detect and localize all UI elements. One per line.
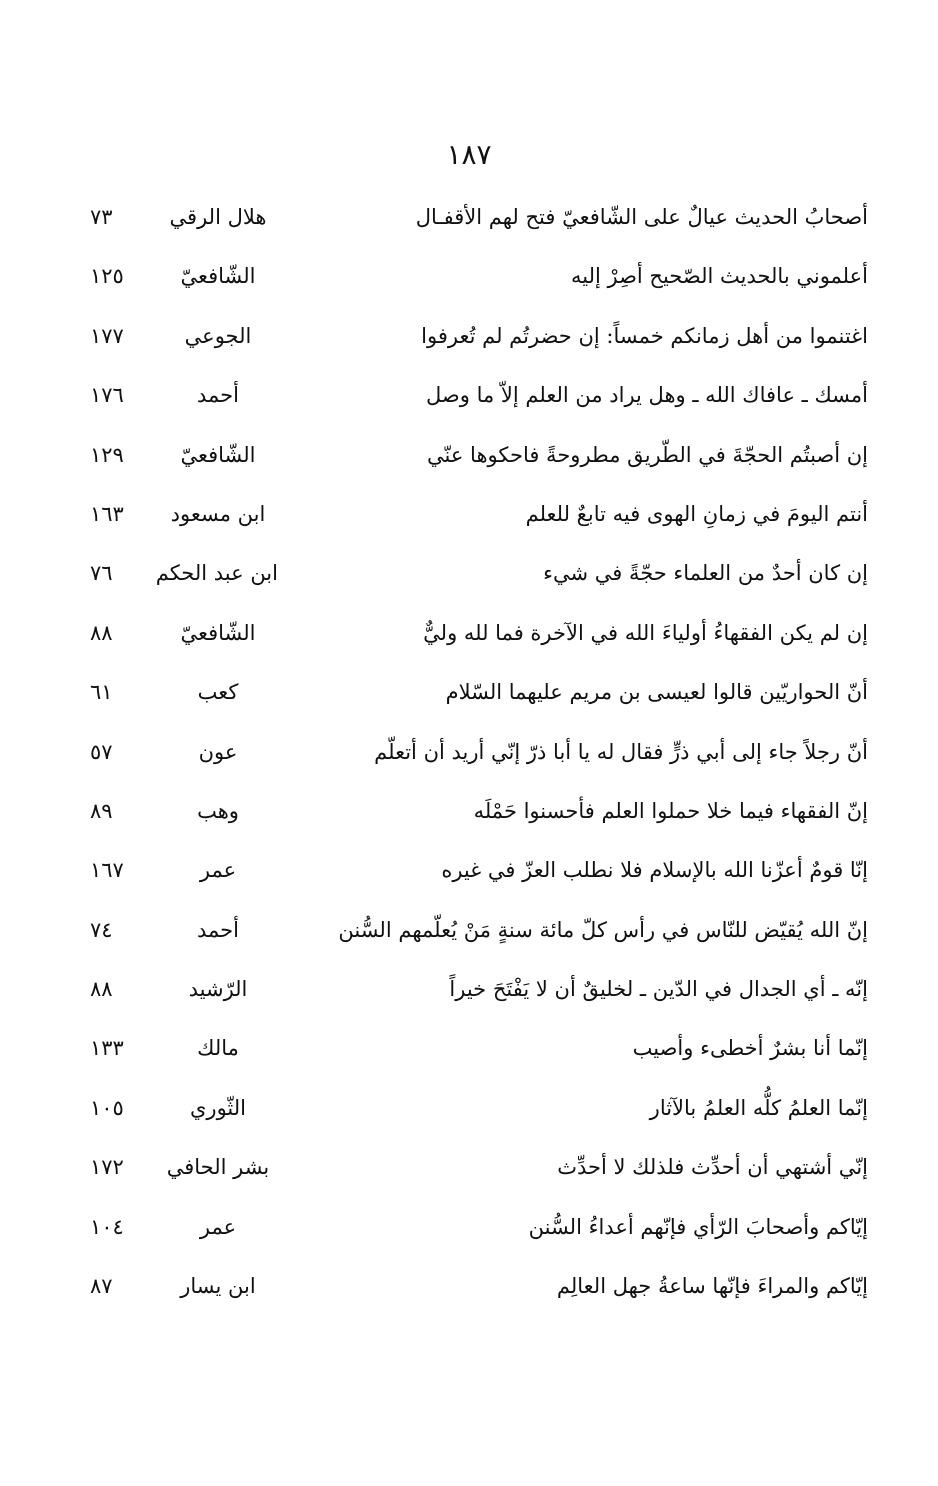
quote-text: أنّ رجلاً جاء إلى أبي ذرٍّ فقال له يا أبا ذرّ إنّي أريد أن أتعلّم [374,739,868,764]
list-item [90,784,868,843]
quote-text: إنّما العلمُ كلُّه العلمُ بالآثار [649,1095,868,1120]
narrator-name: الثّوري [190,1095,246,1120]
quote-text: إيّاكم وأصحابَ الرّأي فإنّهم أعداءُ السُّنن [528,1214,868,1239]
narrator-name: بشر الحافي [166,1155,270,1180]
page-reference: ٦١ [90,680,113,705]
list-item [90,962,868,1021]
page-reference: ١٧٢ [90,1155,124,1180]
list-item [90,1081,868,1140]
narrator-name: ابن عبد الحكم [155,561,278,586]
narrator-name: الشّافعيّ [180,620,256,645]
list-item [90,428,868,487]
narrator-name: عون [198,739,238,764]
quote-text: أمسك ـ عافاك الله ـ وهل يراد من العلم إلاّ ما وصل [426,383,868,408]
page-reference: ٧٦ [90,561,113,586]
quote-text: أنتم اليومَ في زمانِ الهوى فيه تابعٌ للعلم [525,501,868,526]
narrator-name: الشّافعيّ [180,442,256,467]
quotation-index-list [90,190,868,1318]
list-item [90,249,868,308]
quote-text: إيّاكم والمراءَ فإنّها ساعةُ جهل العالِم [556,1274,868,1299]
list-item [90,309,868,368]
list-item [90,1259,868,1318]
page-reference: ١٧٦ [90,383,124,408]
list-item [90,190,868,249]
quote-text: إنّا قومٌ أعزّنا الله بالإسلام فلا نطلب العزّ في غيره [441,858,868,883]
page-reference: ٨٩ [90,798,113,823]
narrator-name: مالك [197,1036,239,1061]
quote-text: إنّ الفقهاء فيما خلا حملوا العلم فأحسنوا حَمْلَه [473,798,868,823]
page-reference: ١٧٧ [90,323,124,348]
list-item [90,546,868,605]
page-reference: ٧٤ [90,917,113,942]
narrator-name: وهب [197,798,239,823]
page-number: ١٨٧ [446,138,492,171]
list-item [90,368,868,427]
narrator-name: ابن يسار [180,1274,256,1299]
page-reference: ١٦٣ [90,501,124,526]
quote-text: إن لم يكن الفقهاءُ أولياءَ الله في الآخرة فما لله وليٌّ [423,620,868,645]
narrator-name: الشّافعيّ [180,264,256,289]
page-reference: ٨٨ [90,620,113,645]
list-item [90,665,868,724]
quote-text: إنّما أنا بشرٌ أخطىء وأصيب [632,1036,868,1061]
narrator-name: عمر [199,858,237,883]
list-item [90,1140,868,1199]
list-item [90,1021,868,1080]
list-item [90,606,868,665]
narrator-name: الجوعي [184,323,252,348]
quote-text: أصحابُ الحديث عيالٌ على الشّافعيّ فتح لهم الأقفـال [415,205,868,229]
list-item [90,1200,868,1259]
page-reference: ١٢٥ [90,264,124,289]
quote-text: أعلموني بالحديث الصّحيح أصِرْ إليه [570,264,868,289]
quote-text: إنّه ـ أي الجدال في الدّين ـ لخليقٌ أن لا يَفْتَحَ خيراً [449,977,868,1002]
page-reference: ١٢٩ [90,442,124,467]
page-reference: ٨٧ [90,1274,113,1299]
narrator-name: أحمد [197,383,239,408]
list-item [90,487,868,546]
narrator-name: عمر [199,1214,237,1239]
page-reference: ١٦٧ [90,858,124,883]
narrator-name: كعب [197,680,239,705]
list-item [90,843,868,902]
list-item [90,903,868,962]
page-reference: ١٣٣ [90,1036,124,1061]
narrator-name: الرّشيد [188,977,248,1002]
narrator-name: هلال الرقي [169,205,267,229]
list-item [90,725,868,784]
narrator-name: ابن مسعود [170,501,266,526]
quote-text: اغتنموا من أهل زمانكم خمساً: إن حضرتُم لم تُعرفوا [421,323,868,348]
page-reference: ٧٣ [90,205,113,229]
page-reference: ٨٨ [90,977,113,1002]
narrator-name: أحمد [197,917,239,942]
page-reference: ١٠٤ [90,1214,124,1239]
quote-text: أنّ الحواريّين قالوا لعيسى بن مريم عليهما السّلام [445,680,868,705]
quote-text: إنّ الله يُقيّض للنّاس في رأس كلّ مائة سنةٍ مَنْ يُعلّمهم السُّنن [338,917,868,942]
page-reference: ٥٧ [90,739,113,764]
page-reference: ١٠٥ [90,1095,124,1120]
quote-text: إنّي أشتهي أن أحدِّث فلذلك لا أحدِّث [557,1155,868,1180]
quote-text: إن أصبتُم الحجّةَ في الطّريق مطروحةً فاحكوها عنّي [427,442,868,467]
quote-text: إن كان أحدٌ من العلماء حجّةً في شيء [543,561,868,586]
